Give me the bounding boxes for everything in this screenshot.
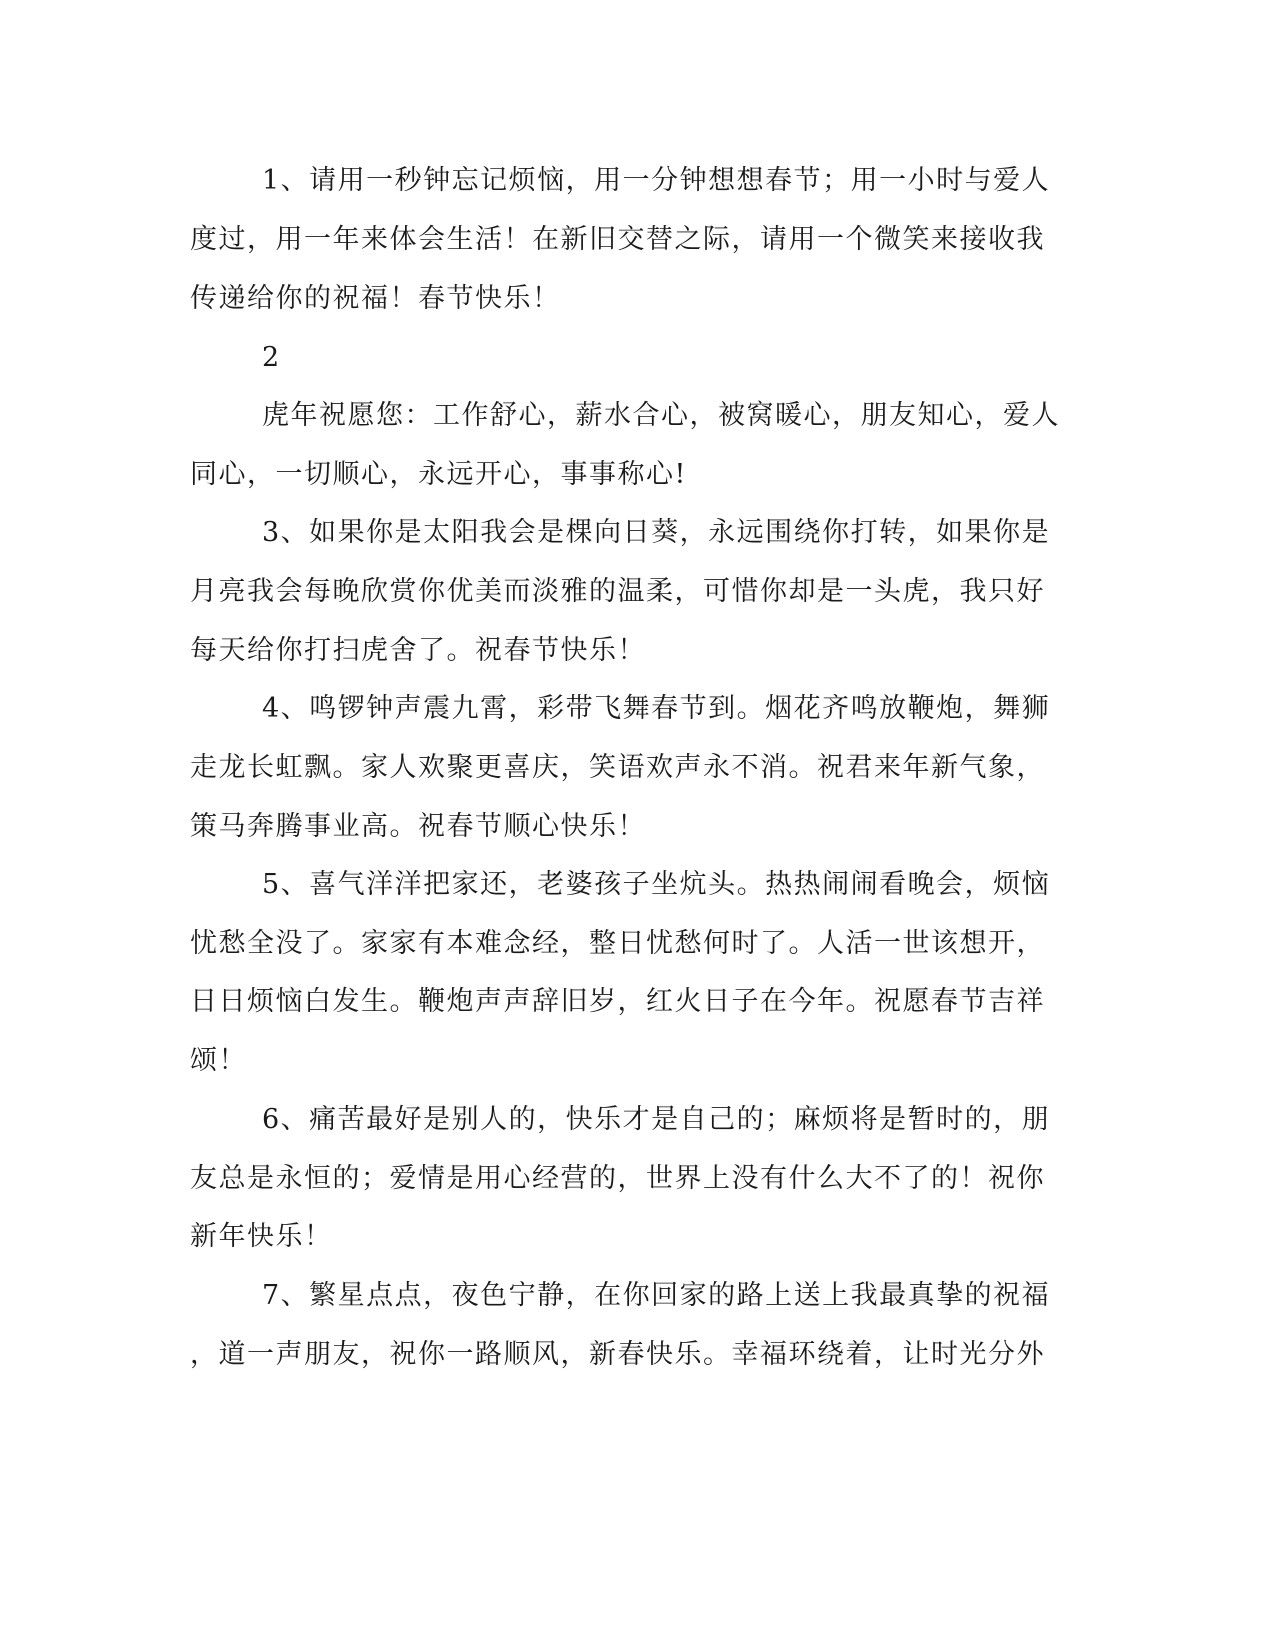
text-line: 虎年祝愿您：工作舒心，薪水合心，被窝暖心，朋友知心，爱人 (262, 400, 1060, 431)
text-line: 颂！ (190, 1045, 247, 1076)
text-line: 5、喜气洋洋把家还，老婆孩子坐炕头。热热闹闹看晚会，烦恼 (262, 869, 1051, 900)
text-line: 4、鸣锣钟声震九霄，彩带飞舞春节到。烟花齐鸣放鞭炮，舞狮 (262, 693, 1051, 724)
text-line: 传递给你的祝福！春节快乐！ (190, 283, 561, 314)
text-line: 忧愁全没了。家家有本难念经，整日忧愁何时了。人活一世该想开， (190, 928, 1045, 959)
text-line: 策马奔腾事业高。祝春节顺心快乐！ (190, 811, 646, 842)
text-line: 同心，一切顺心，永远开心，事事称心! (190, 459, 687, 490)
text-line: 度过，用一年来体会生活！在新旧交替之际，请用一个微笑来接收我 (190, 224, 1045, 255)
text-line: 月亮我会每晚欣赏你优美而淡雅的温柔，可惜你却是一头虎，我只好 (190, 576, 1045, 607)
text-line: 2 (262, 342, 281, 373)
text-line: 新年快乐！ (190, 1221, 333, 1252)
text-line: 走龙长虹飘。家人欢聚更喜庆，笑语欢声永不消。祝君来年新气象， (190, 752, 1045, 783)
text-line: 日日烦恼白发生。鞭炮声声辞旧岁，红火日子在今年。祝愿春节吉祥 (190, 986, 1045, 1017)
text-line: 1、请用一秒钟忘记烦恼，用一分钟想想春节；用一小时与爱人 (262, 165, 1051, 196)
text-line: 每天给你打扫虎舍了。祝春节快乐！ (190, 635, 646, 666)
text-line: 7、繁星点点，夜色宁静，在你回家的路上送上我最真挚的祝福 (262, 1280, 1051, 1311)
text-line: 6、痛苦最好是别人的，快乐才是自己的；麻烦将是暂时的，朋 (262, 1104, 1051, 1135)
text-line: 3、如果你是太阳我会是棵向日葵，永远围绕你打转，如果你是 (262, 517, 1051, 548)
text-line: 友总是永恒的；爱情是用心经营的，世界上没有什么大不了的！祝你 (190, 1163, 1045, 1194)
text-line: ，道一声朋友，祝你一路顺风，新春快乐。幸福环绕着，让时光分外 (190, 1339, 1045, 1370)
